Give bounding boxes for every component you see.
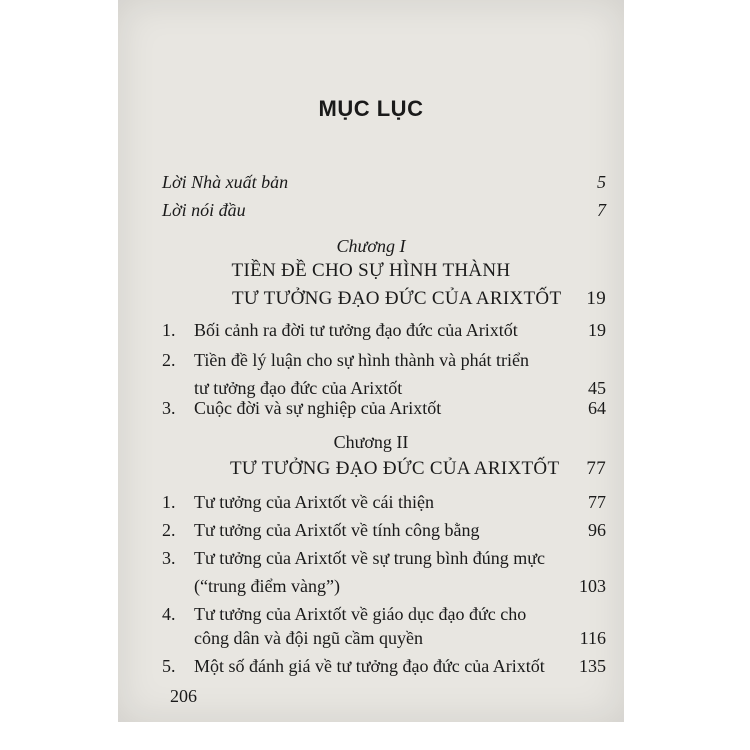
item-text: (“trung điểm vàng”) bbox=[194, 576, 340, 596]
chapter-label: Chương II bbox=[333, 432, 409, 452]
chapter-label: Chương I bbox=[336, 236, 406, 256]
item-page: 45 bbox=[588, 378, 606, 398]
item-text: tư tưởng đạo đức của Arixtốt bbox=[194, 378, 403, 398]
chapter-page: 19 bbox=[586, 288, 606, 309]
toc-entry-publisher-note bbox=[162, 172, 606, 193]
item-index: 2. bbox=[162, 350, 176, 370]
item-text: Cuộc đời và sự nghiệp của Arixtốt bbox=[194, 398, 442, 418]
item-index: 2. bbox=[162, 520, 176, 540]
toc-entry-label: Lời nói đầu bbox=[162, 200, 246, 220]
chapter-title-line: TƯ TƯỞNG ĐẠO ĐỨC CỦA ARIXTỐT bbox=[230, 458, 560, 479]
item-page: 77 bbox=[588, 492, 606, 512]
chapter-page: 77 bbox=[586, 458, 606, 479]
item-text: Bối cảnh ra đời tư tưởng đạo đức của Arixtốt bbox=[194, 320, 518, 340]
item-index: 5. bbox=[162, 656, 176, 676]
chapter-title-line: TƯ TƯỞNG ĐẠO ĐỨC CỦA ARIXTỐT bbox=[232, 288, 562, 309]
item-page: 116 bbox=[579, 628, 606, 648]
item-index: 3. bbox=[162, 398, 176, 418]
item-index: 4. bbox=[162, 604, 176, 624]
item-text: Một số đánh giá về tư tưởng đạo đức của Arixtốt bbox=[194, 656, 545, 676]
page-title: MỤC LỤC bbox=[318, 96, 424, 121]
item-index: 3. bbox=[162, 548, 176, 568]
toc-entry-label: Lời Nhà xuất bản bbox=[162, 172, 289, 192]
toc-entry-page: 5 bbox=[597, 172, 606, 192]
item-text: Tư tưởng của Arixtốt về giáo dục đạo đức cho bbox=[194, 604, 527, 624]
item-page: 64 bbox=[588, 398, 606, 418]
item-text: Tiền đề lý luận cho sự hình thành và phát triển bbox=[194, 350, 530, 370]
toc-entry-page: 7 bbox=[597, 200, 606, 220]
item-page: 135 bbox=[579, 656, 606, 676]
item-text: Tư tưởng của Arixtốt về cái thiện bbox=[194, 492, 434, 512]
item-text: Tư tưởng của Arixtốt về tính công bằng bbox=[194, 520, 480, 540]
item-text: Tư tưởng của Arixtốt về sự trung bình đúng mực bbox=[194, 548, 545, 568]
toc-entry-foreword bbox=[162, 200, 606, 221]
book-page bbox=[118, 0, 624, 722]
item-page: 19 bbox=[588, 320, 606, 340]
item-text: công dân và đội ngũ cầm quyền bbox=[194, 628, 423, 648]
page-number: 206 bbox=[170, 686, 197, 706]
item-page: 96 bbox=[588, 520, 606, 540]
table-of-contents bbox=[118, 0, 624, 722]
chapter-title-line: TIỀN ĐỀ CHO SỰ HÌNH THÀNH bbox=[231, 260, 511, 281]
item-page: 103 bbox=[579, 576, 606, 596]
item-index: 1. bbox=[162, 492, 176, 512]
item-index: 1. bbox=[162, 320, 176, 340]
